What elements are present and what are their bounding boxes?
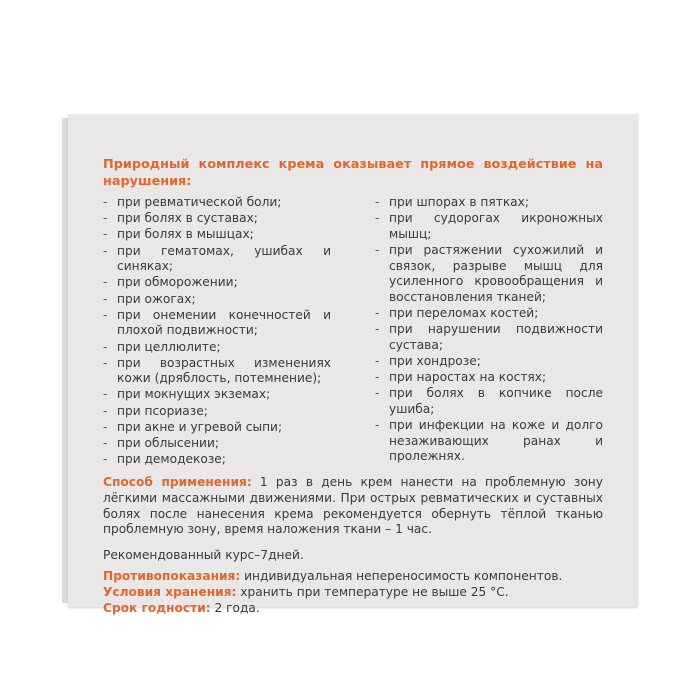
indication-text: при переломах костей; xyxy=(389,305,539,320)
contraindications-label: Противопоказания: xyxy=(103,569,241,584)
storage-text: хранить при температуре не выше 25 °С. xyxy=(236,584,509,599)
indication-item xyxy=(103,275,331,291)
indication-text: при ревматической боли; xyxy=(117,195,282,209)
bullet-dash: - xyxy=(103,227,108,242)
indication-item xyxy=(375,306,603,322)
storage-line xyxy=(103,585,603,601)
indication-text: при наростах на костях; xyxy=(389,370,547,385)
bullet-dash: - xyxy=(103,387,108,402)
contraindications-text: индивидуальная непереносимость компонентов. xyxy=(240,569,563,584)
indication-item xyxy=(375,243,603,305)
bullet-dash: - xyxy=(375,242,380,257)
bullet-dash: - xyxy=(103,195,108,209)
indication-text: при ожогах; xyxy=(117,291,196,306)
indication-text: при возрастных изменениях кожи (дряблость, потемнение); xyxy=(117,355,331,386)
indication-item xyxy=(103,308,331,339)
indication-item xyxy=(103,195,331,211)
bullet-dash: - xyxy=(375,195,380,209)
usage-section xyxy=(103,475,603,616)
bullet-dash: - xyxy=(103,403,108,418)
indication-text: при мокнущих экземах; xyxy=(117,387,271,402)
indication-text: при псориазе; xyxy=(117,403,208,418)
indication-item xyxy=(103,211,331,227)
indication-text: при акне и угревой сыпи; xyxy=(117,419,283,434)
indication-text: при инфекции на коже и долго незаживающих ранах и пролежнях. xyxy=(389,418,603,464)
bullet-dash: - xyxy=(103,436,108,451)
bullet-dash: - xyxy=(103,452,108,467)
indication-item xyxy=(103,404,331,420)
indication-item xyxy=(375,418,603,465)
bullet-dash: - xyxy=(103,339,108,354)
course-text: Рекомендованный курс–7дней. xyxy=(103,547,304,562)
indication-text: при хондрозе; xyxy=(389,353,481,368)
storage-label: Условия хранения: xyxy=(103,584,237,599)
shelf-life-text: 2 года. xyxy=(210,600,260,615)
intro-heading: Природный комплекс крема оказывает прямое воздействие на нарушения: xyxy=(103,157,603,189)
bullet-dash: - xyxy=(103,211,108,226)
contraindications-line xyxy=(103,569,603,585)
bullet-dash: - xyxy=(375,386,380,401)
indications-left-column xyxy=(103,195,331,468)
indication-item xyxy=(103,387,331,403)
indications-right-list xyxy=(375,195,603,465)
bullet-dash: - xyxy=(103,307,108,322)
indication-item xyxy=(375,195,603,211)
bullet-dash: - xyxy=(375,353,380,368)
indication-item xyxy=(103,452,331,468)
indication-item xyxy=(375,211,603,242)
indications-columns xyxy=(103,195,603,468)
indication-text: при демодекозе; xyxy=(117,452,226,467)
indication-item xyxy=(103,292,331,308)
bullet-dash: - xyxy=(375,322,380,337)
indication-text: при онемении конечностей и плохой подвижности; xyxy=(117,307,331,338)
usage-text: 1 раз в день крем нанести на проблемную зону лёгкими массажными движениями. При острых ревматических и суставных болях после нанесения крема рекомендуется обернуть тёплой тканью проблемную зону, время наложения ткани – 1 час. xyxy=(103,475,603,537)
shelf-life-label: Срок годности: xyxy=(103,600,211,615)
indication-text: при болях в мышцах; xyxy=(117,227,254,242)
indication-text: при болях в суставах; xyxy=(117,211,258,226)
bullet-dash: - xyxy=(375,305,380,320)
indication-text: при болях в копчике после ушиба; xyxy=(389,386,603,416)
indication-item xyxy=(103,436,331,452)
indication-item xyxy=(375,322,603,353)
bullet-dash: - xyxy=(103,355,108,370)
indication-item xyxy=(375,386,603,417)
indication-item xyxy=(103,356,331,387)
indications-right-column xyxy=(375,195,603,468)
indication-item xyxy=(103,244,331,275)
indication-text: при шпорах в пятках; xyxy=(389,195,529,209)
indication-item xyxy=(103,340,331,356)
indication-text: при нарушении подвижности сустава; xyxy=(389,322,603,352)
indication-text: при целлюлите; xyxy=(117,339,221,354)
indication-text: при гематомах, ушибах и синяках; xyxy=(117,243,331,274)
bullet-dash: - xyxy=(103,419,108,434)
bullet-dash: - xyxy=(103,243,108,258)
indication-text: при судорогах икроножных мышц; xyxy=(389,211,603,241)
indications-left-list xyxy=(103,195,331,468)
indication-item xyxy=(375,354,603,370)
usage-paragraph xyxy=(103,475,603,537)
indication-text: при обморожении; xyxy=(117,275,238,290)
indication-item xyxy=(375,370,603,386)
indication-text: при растяжении сухожилий и связок, разрыве мышц для усиленного кровообращения и восстановления тканей; xyxy=(389,242,603,304)
bullet-dash: - xyxy=(375,211,380,226)
bullet-dash: - xyxy=(103,275,108,290)
usage-label: Способ применения: xyxy=(103,475,252,490)
indication-text: при облысении; xyxy=(117,436,219,451)
indication-item xyxy=(103,420,331,436)
bullet-dash: - xyxy=(375,370,380,385)
bullet-dash: - xyxy=(375,418,380,433)
indication-item xyxy=(103,227,331,243)
shelf-life-line xyxy=(103,601,603,617)
label-text-block xyxy=(103,156,603,616)
bullet-dash: - xyxy=(103,291,108,306)
